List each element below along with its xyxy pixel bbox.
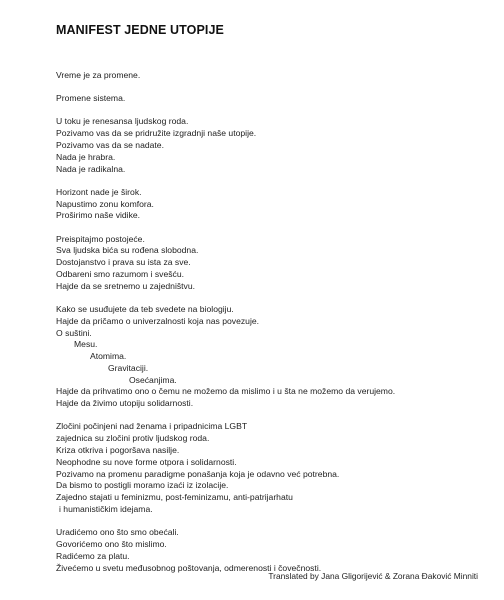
text-line: Preispitajmo postojeće. xyxy=(56,233,145,244)
translation-credit: Translated by Jana Gligorijević & Zorana Đaković Minniti xyxy=(268,571,478,581)
stanza-2 xyxy=(56,93,486,105)
stanza-8 xyxy=(56,527,486,574)
text-line: Neophodne su nove forme otpora i solidarnosti. xyxy=(56,456,237,467)
text-line: i humanističkim idejama. xyxy=(59,504,153,515)
text-line: Govorićemo ono što mislimo. xyxy=(56,539,167,550)
text-line: Nada je radikalna. xyxy=(56,163,126,174)
text-line: Radićemo za platu. xyxy=(56,550,130,561)
text-line: U toku je renesansa ljudskog roda. xyxy=(56,116,189,127)
text-line: Da bismo to postigli moramo izaći iz izolacije. xyxy=(56,480,229,491)
text-line: Uradićemo ono što smo obećali. xyxy=(56,527,179,538)
indented-line: Gravitaciji. xyxy=(108,362,149,373)
text-line: Pozivamo na promenu paradigme ponašanja koja je odavno već potrebna. xyxy=(56,468,340,479)
text-line: Zločini počinjeni nad ženama i pripadnicima LGBT xyxy=(56,421,248,432)
text-line: Kriza otkriva i pogoršava nasilje. xyxy=(56,445,180,456)
text-line: Hajde da prihvatimo ono o čemu ne možemo da mislimo i u šta ne možemo da verujemo. xyxy=(56,386,396,397)
text-line: Kako se usuđujete da teb svedete na biologiju. xyxy=(56,303,234,314)
indented-line: Osećanjima. xyxy=(129,374,177,385)
text-line: zajednica su zločini protiv ljudskog roda. xyxy=(56,433,210,444)
text-line: Napustimo zonu komfora. xyxy=(56,198,154,209)
text-line: Promene sistema. xyxy=(56,93,126,104)
stanza-7 xyxy=(56,421,486,515)
text-line: Proširimo naše vidike. xyxy=(56,210,141,221)
indented-line: Mesu. xyxy=(74,339,98,350)
text-line: Zajedno stajati u feminizmu, post-feminizamu, anti-patrijarhatu xyxy=(56,492,293,503)
text-line: Živećemo u svetu međusobnog poštovanja, odmerenosti i čovečnosti. xyxy=(56,562,322,573)
indented-line: Atomima. xyxy=(90,351,127,362)
stanza-6 xyxy=(56,304,486,410)
text-line: Hajde da se sretnemo u zajedništvu. xyxy=(56,280,196,291)
text-line: Horizont nade je širok. xyxy=(56,186,142,197)
manifesto-body xyxy=(56,70,486,586)
text-line: Dostojanstvo i prava su ista za sve. xyxy=(56,257,191,268)
stanza-3 xyxy=(56,116,486,175)
text-line: Hajde da pričamo o univerzalnosti koja nas povezuje. xyxy=(56,315,260,326)
stanza-1 xyxy=(56,70,486,82)
document-title: MANIFEST JEDNE UTOPIJE xyxy=(56,23,224,37)
text-line: Sva ljudska bića su rođena slobodna. xyxy=(56,245,199,256)
text-line: Pozivamo vas da se pridružite izgradnji naše utopije. xyxy=(56,128,257,139)
text-line: Vreme je za promene. xyxy=(56,70,141,80)
text-line: Nada je hrabra. xyxy=(56,151,116,162)
text-line: Pozivamo vas da se nadate. xyxy=(56,139,164,150)
stanza-5 xyxy=(56,234,486,293)
text-line: O suštini. xyxy=(56,327,92,338)
text-line: Hajde da živimo utopiju solidarnosti. xyxy=(56,398,194,409)
stanza-4 xyxy=(56,187,486,222)
text-line: Odbareni smo razumom i svešću. xyxy=(56,268,184,279)
